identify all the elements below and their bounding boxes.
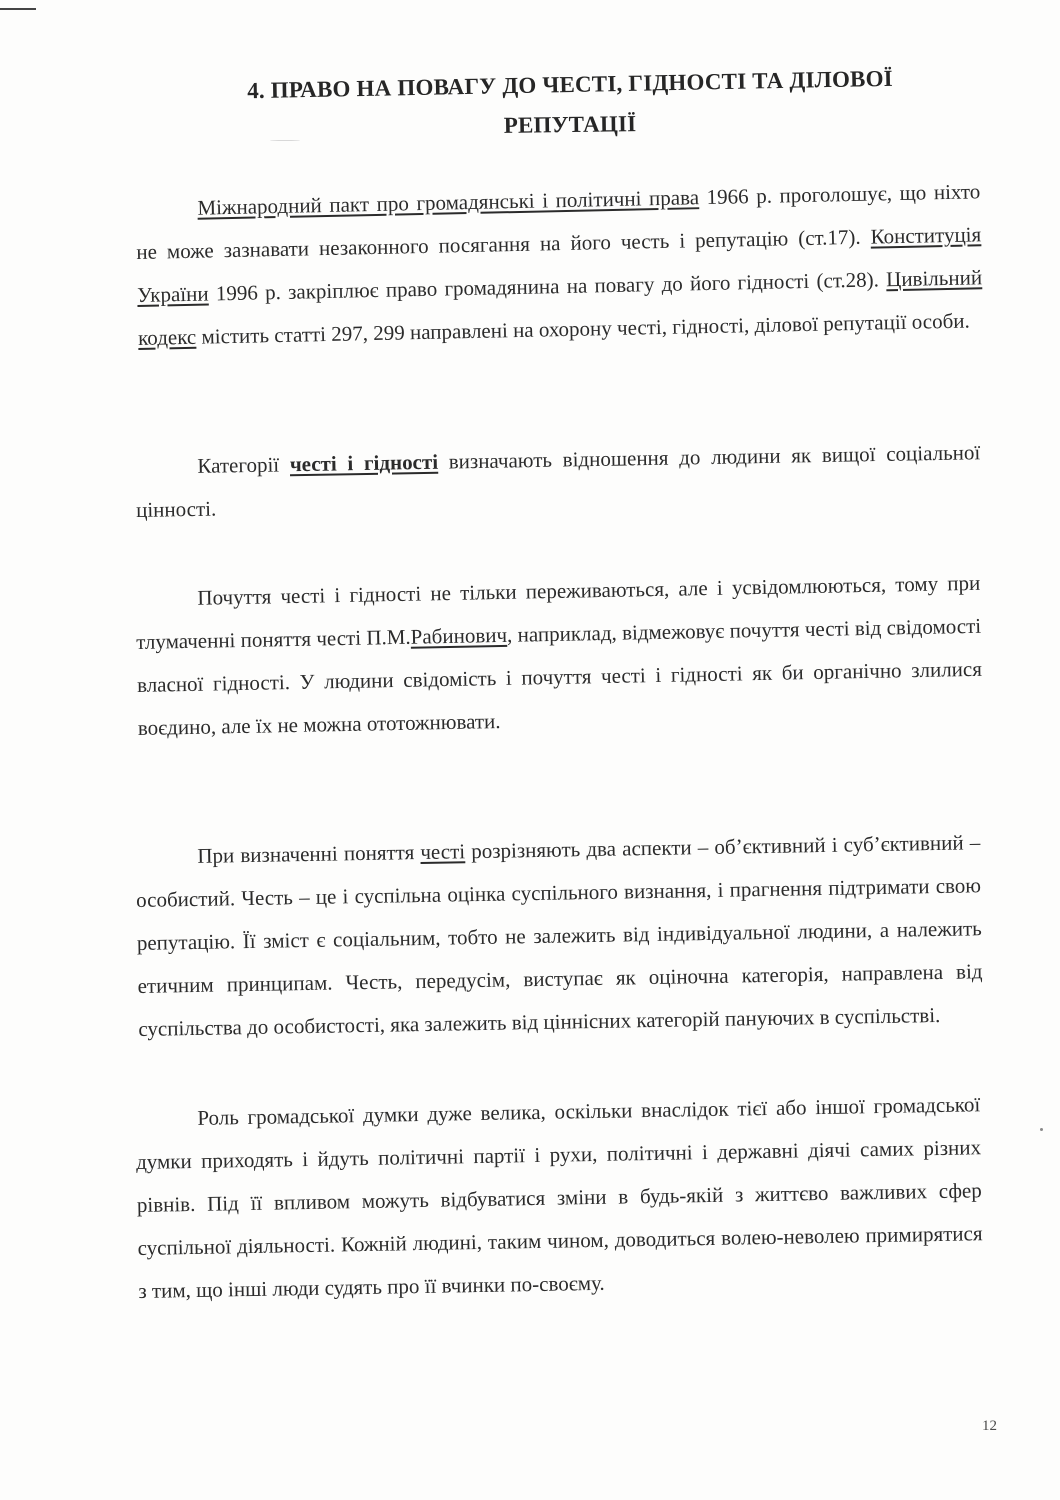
paragraph-3 (135, 562, 983, 750)
paragraph-3-text-2: , наприклад, відмежовує почуття честі від свідомості власної гідності. У людини свідомість і почуття честі і гідності як би органічно злилися воєдино, але їх не можна ототожнювати. (136, 613, 983, 740)
paragraph-2-text-1: Категорії (197, 452, 291, 478)
paragraph-1-text-3: містить статті 297, 299 направлені на охорону честі, гідності, ділової репутації особи. (195, 308, 970, 349)
paragraph-4-text-1: При визначенні поняття (197, 840, 421, 868)
scan-corner-mark (0, 8, 36, 10)
term-honor-dignity: честі і гідності (289, 449, 439, 477)
paragraph-1 (135, 170, 983, 360)
scan-smudge (270, 140, 300, 141)
title-line-2: РЕПУТАЦІЇ (503, 111, 637, 138)
paragraph-2 (135, 431, 981, 532)
paragraph-5-text-1: Роль громадської думки дуже велика, оскільки внаслідок тієї або іншої громадської думки приходять і йдуть політичні партії і рухи, політичні і державні діячі самих різних рівнів. Під її впливом можуть відбуватися зміни в будь-якій з життєво важливих сфер суспільної діяльності. Кожній людині, таким чином, доводиться волею-неволею примирятися з тим, що інші люди судять про її вчинки по-своєму. (135, 1092, 983, 1303)
paragraph-1-text-1: 1966 р. проголошує, що ніхто не може зазнавати незаконного посягання на його честь і репутацію (ст.17). (136, 179, 981, 264)
paragraph-4 (135, 821, 984, 1051)
reference-constitution: Конституція України (136, 222, 982, 307)
author-name: Рабинович (410, 622, 508, 649)
term-honor: честі (420, 839, 466, 865)
page-number: 12 (982, 1418, 997, 1434)
paragraph-2-text-2: визначають відношення до людини як вищої соціальної цінності. (135, 440, 981, 522)
title-line-1: 4. ПРАВО НА ПОВАГУ ДО ЧЕСТІ, ГІДНОСТІ ТА ДІЛОВОЇ (246, 65, 894, 104)
reference-covenant: Міжнародний пакт про громадянські і політичні права (197, 185, 700, 220)
paragraph-4-text-2: розрізняють два аспекти – об’єктивний і суб’єктивний – особистий. Честь – це і суспільна оцінка суспільного визнання, і прагнення підтримати свою репутацію. Її зміст є соціальним, тобто не залежить від індивідуальної людини, а належить етичним принципам. Честь, передусім, виступає як оціночна категорія, направлена від суспільства до особистості, яка залежить від ціннісних категорій пануючих в суспільстві. (135, 830, 983, 1041)
scan-speck (1040, 1128, 1043, 1131)
paragraph-5 (135, 1083, 984, 1313)
paragraph-3-text-1: Почуття честі і гідності не тільки переживаються, але і усвідомлюються, тому при тлумаченні поняття честі П.М. (135, 570, 981, 654)
paragraph-1-text-2: 1996 р. закріплює право громадянина на повагу до його гідності (ст.28). (208, 267, 887, 306)
reference-civil-code: Цивільний кодекс (137, 265, 983, 350)
